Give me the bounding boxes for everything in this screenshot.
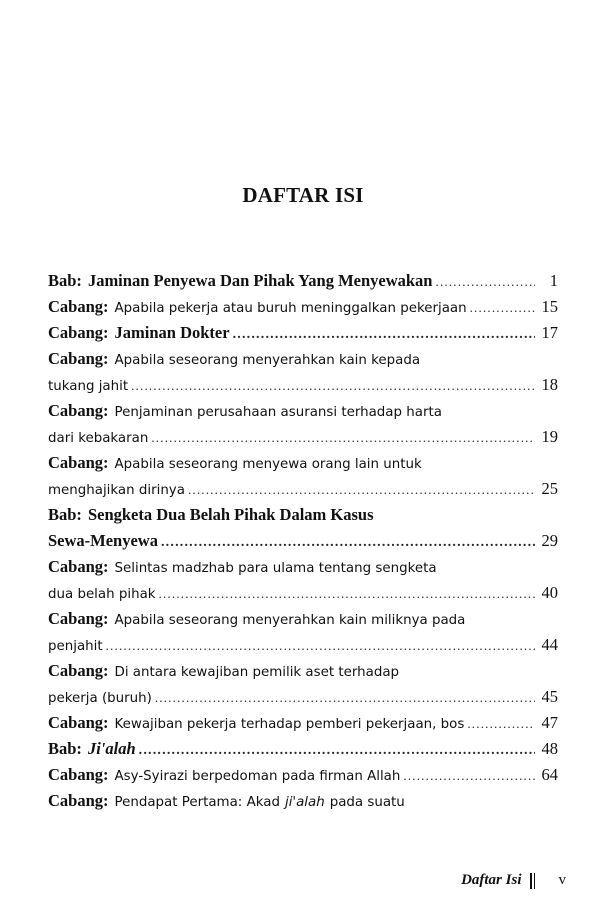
- dot-leader: [188, 477, 535, 503]
- dot-leader: [161, 530, 535, 556]
- page-title: DAFTAR ISI: [242, 183, 364, 207]
- page-number: 64: [541, 765, 558, 784]
- page-number: 48: [541, 739, 558, 758]
- entry-label: Bab:: [48, 739, 82, 758]
- entry-text: Selintas madzhab para ulama tentang sengketa: [114, 561, 437, 576]
- entry-text-continued: Sewa-Menyewa: [48, 531, 158, 550]
- toc-entry-continuation: [48, 476, 558, 502]
- entry-label: Cabang:: [48, 609, 109, 628]
- entry-text: Jaminan Penyewa Dan Pihak Yang Menyewakan: [87, 271, 433, 290]
- toc-entry-continuation: [48, 580, 558, 606]
- entry-label: Cabang:: [48, 297, 109, 316]
- toc-entry: [48, 398, 558, 424]
- dot-leader: [106, 633, 535, 659]
- toc-list: [48, 268, 558, 814]
- toc-entry: [48, 788, 558, 814]
- page-number: 15: [541, 297, 558, 316]
- footer-rule: [534, 873, 535, 889]
- entry-text-continued: dua belah pihak: [48, 587, 156, 602]
- entry-label: Cabang:: [48, 557, 109, 576]
- toc-entry: [48, 450, 558, 476]
- entry-text-continued: tukang jahit: [48, 379, 129, 394]
- entry-text: Di antara kewajiban pemilik aset terhadap: [114, 665, 400, 680]
- entry-text: Penjaminan perusahaan asuransi terhadap harta: [114, 405, 442, 420]
- entry-label: Cabang:: [48, 453, 109, 472]
- entry-label: Cabang:: [48, 661, 109, 680]
- page-number: 45: [541, 687, 558, 706]
- entry-text: Apabila seseorang menyewa orang lain untuk: [114, 457, 422, 472]
- entry-text: Ji'alah: [87, 739, 136, 758]
- toc-entry-continuation: [48, 424, 558, 450]
- page-number: 29: [541, 531, 558, 550]
- toc-entry-continuation: [48, 528, 558, 554]
- dot-leader: [151, 425, 535, 451]
- dot-leader: [403, 763, 535, 789]
- entry-text: Apabila pekerja atau buruh meninggalkan pekerjaan: [114, 301, 467, 316]
- toc-entry-continuation: [48, 372, 558, 398]
- entry-text-part-a: Pendapat Pertama: Akad: [114, 795, 280, 810]
- toc-entry: [48, 658, 558, 684]
- entry-label: Bab:: [48, 505, 82, 524]
- entry-label: Bab:: [48, 271, 82, 290]
- toc-entry: [48, 268, 558, 294]
- page-number: 1: [549, 271, 558, 290]
- toc-entry: [48, 762, 558, 788]
- entry-text-continued: penjahit: [48, 639, 103, 654]
- toc-entry: [48, 346, 558, 372]
- entry-text: Jaminan Dokter: [114, 323, 230, 342]
- toc-entry: [48, 320, 558, 346]
- entry-label: Cabang:: [48, 765, 109, 784]
- entry-text: Apabila seseorang menyerahkan kain miliknya pada: [114, 613, 466, 628]
- toc-entry-continuation: [48, 632, 558, 658]
- entry-text-part-b: ji'alah: [284, 795, 325, 810]
- dot-leader: [131, 373, 535, 399]
- entry-label: Cabang:: [48, 791, 109, 810]
- entry-label: Cabang:: [48, 713, 109, 732]
- page-number: 40: [541, 583, 558, 602]
- page-number: 17: [541, 323, 558, 342]
- dot-leader: [467, 711, 535, 737]
- entry-label: Cabang:: [48, 349, 109, 368]
- toc-entry: [48, 554, 558, 580]
- page-number: 25: [541, 479, 558, 498]
- entry-text: Sengketa Dua Belah Pihak Dalam Kasus: [87, 505, 374, 524]
- dot-leader: [155, 685, 535, 711]
- dot-leader: [159, 581, 535, 607]
- toc-entry: [48, 606, 558, 632]
- entry-text: Kewajiban pekerja terhadap pemberi pekerjaan, bos: [114, 717, 465, 732]
- toc-entry: [48, 710, 558, 736]
- dot-leader: [436, 269, 536, 295]
- toc-entry: [48, 736, 558, 762]
- footer-rule: [530, 873, 532, 889]
- entry-label: Cabang:: [48, 323, 109, 342]
- entry-text-continued: dari kebakaran: [48, 431, 149, 446]
- entry-text-part-c: pada suatu: [329, 795, 405, 810]
- dot-leader: [139, 738, 535, 764]
- toc-entry: [48, 294, 558, 320]
- page-number: 19: [541, 427, 558, 446]
- entry-text: Asy-Syirazi berpedoman pada firman Allah: [114, 769, 401, 784]
- toc-entry: [48, 502, 558, 528]
- toc-entry-continuation: [48, 684, 558, 710]
- entry-text-continued: pekerja (buruh): [48, 691, 152, 706]
- dot-leader: [233, 322, 535, 348]
- footer-page-number: v: [558, 872, 566, 888]
- page-number: 18: [541, 375, 558, 394]
- entry-text-continued: menghajikan dirinya: [48, 483, 185, 498]
- page-number: 44: [541, 635, 558, 654]
- page-number: 47: [541, 713, 558, 732]
- entry-text: Apabila seseorang menyerahkan kain kepada: [114, 353, 421, 368]
- entry-label: Cabang:: [48, 401, 109, 420]
- footer-section-title: Daftar Isi: [461, 872, 522, 888]
- page-footer: [461, 872, 566, 889]
- dot-leader: [470, 295, 535, 321]
